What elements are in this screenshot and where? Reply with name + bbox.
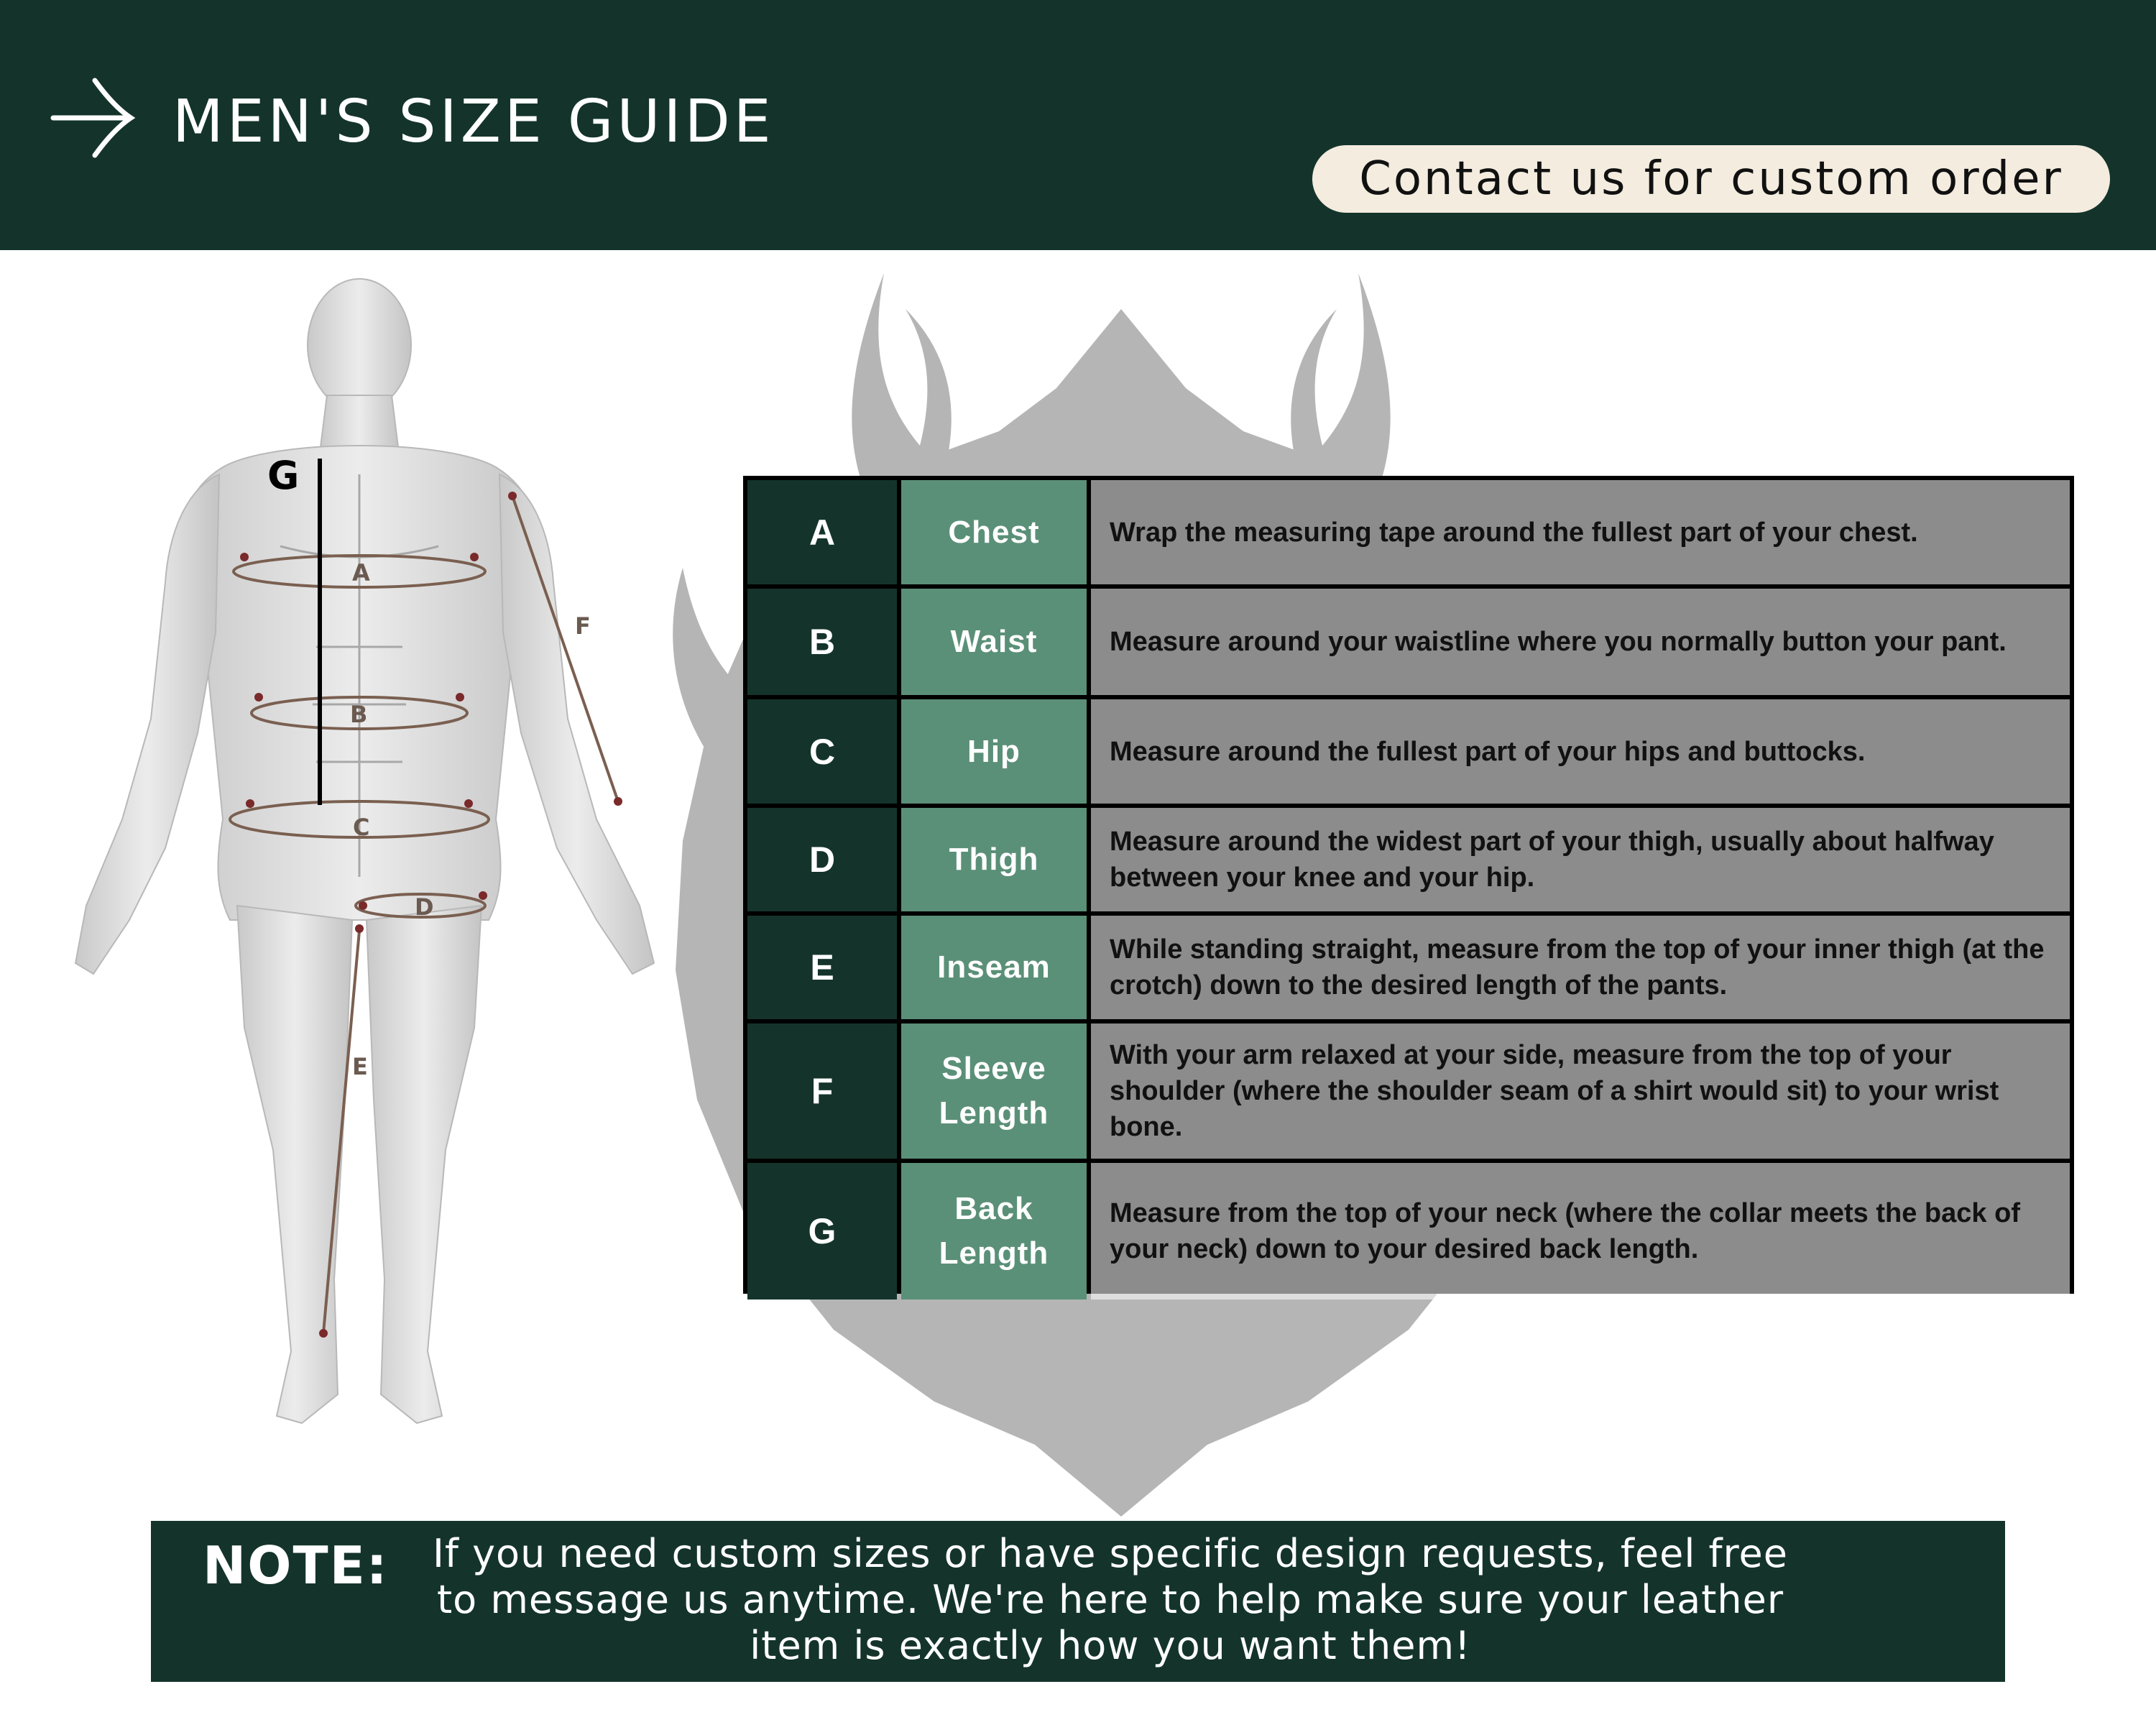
figure-label-g: G — [267, 453, 300, 498]
body-figure — [43, 273, 683, 1452]
row-b-name: Waist — [901, 589, 1087, 695]
figure-label-d: D — [415, 893, 434, 921]
row-c-letter: C — [747, 699, 897, 804]
figure-label-f: F — [575, 612, 591, 640]
row-g-description: Measure from the top of your neck (where the collar meets the back of your neck) down to your desired back length. — [1091, 1163, 2070, 1300]
header-bar — [0, 0, 2156, 250]
row-e-letter: E — [747, 916, 897, 1019]
row-d-description: Measure around the widest part of your thigh, usually about halfway between your knee and your hip. — [1091, 808, 2070, 911]
row-f-name: Sleeve Length — [901, 1024, 1087, 1159]
row-d-letter: D — [747, 808, 897, 911]
row-d-name: Thigh — [901, 808, 1087, 911]
row-c-description: Measure around the fullest part of your hips and buttocks. — [1091, 699, 2070, 804]
row-a-letter: A — [747, 480, 897, 584]
row-b-description: Measure around your waistline where you normally button your pant. — [1091, 589, 2070, 695]
page-title: MEN'S SIZE GUIDE — [172, 88, 775, 156]
note-banner — [151, 1521, 2005, 1682]
contact-custom-order-button[interactable]: Contact us for custom order — [1312, 145, 2110, 213]
row-f-letter: F — [747, 1024, 897, 1159]
row-g-letter: G — [747, 1163, 897, 1300]
figure-label-c: C — [353, 814, 370, 841]
size-guide-table — [743, 476, 2074, 1294]
row-e-description: While standing straight, measure from the top of your inner thigh (at the crotch) down to the desired length of the pants. — [1091, 916, 2070, 1019]
row-g-name: Back Length — [901, 1163, 1087, 1300]
figure-label-e: E — [352, 1053, 368, 1080]
note-label: NOTE: — [203, 1535, 389, 1596]
figure-label-a: A — [352, 559, 370, 586]
row-a-name: Chest — [901, 480, 1087, 584]
row-c-name: Hip — [901, 699, 1087, 804]
note-text: If you need custom sizes or have specific design requests, feel free to message us anytime. We're here to help make sure your leather item is exactly how you want them! — [432, 1531, 1789, 1668]
row-b-letter: B — [747, 589, 897, 695]
arrow-right-icon — [50, 75, 137, 161]
row-e-name: Inseam — [901, 916, 1087, 1019]
row-a-description: Wrap the measuring tape around the fullest part of your chest. — [1091, 480, 2070, 584]
row-f-description: With your arm relaxed at your side, measure from the top of your shoulder (where the shoulder seam of a shirt would sit) to your wrist bone. — [1091, 1024, 2070, 1159]
figure-label-b: B — [350, 701, 368, 728]
